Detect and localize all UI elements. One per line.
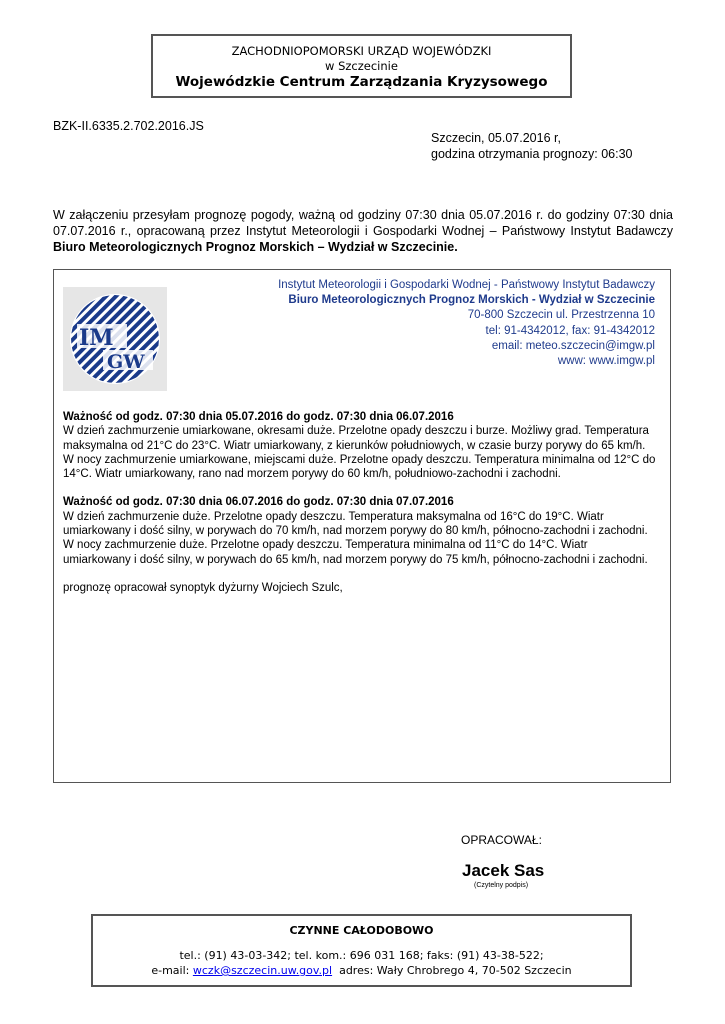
footer-email-link[interactable]: wczk@szczecin.uw.gov.pl bbox=[192, 964, 333, 977]
footer-title: CZYNNE CAŁODOBOWO bbox=[289, 924, 434, 937]
reference-number: BZK-II.6335.2.702.2016.JS bbox=[53, 119, 204, 133]
institute-name: Instytut Meteorologii i Gospodarki Wodnej - Państwowy Instytut Badawczy bbox=[278, 279, 655, 291]
period1-day: W dzień zachmurzenie umiarkowane, okresami duże. Przelotne opady deszczu i burze. Możliwy grad. Temperatura maksymalna od 21°C do 23°C. Wiatr umiarkowany, z kierunków południowych, w czasie burzy porywy do 65 km/h. bbox=[63, 425, 649, 452]
signature-note: (Czytelny podpis) bbox=[474, 882, 529, 889]
institute-office: Biuro Meteorologicznych Prognoz Morskich - Wydział w Szczecinie bbox=[288, 294, 655, 307]
institute-email: email: meteo.szczecin@imgw.pl bbox=[491, 339, 655, 352]
logo-text-gw: GW bbox=[107, 351, 145, 373]
date-line: Szczecin, 05.07.2016 r, bbox=[431, 131, 561, 145]
intro-bold: Biuro Meteorologicznych Prognoz Morskich – Wydział w Szczecinie. bbox=[53, 240, 458, 254]
period2-night: W nocy zachmurzenie duże. Przelotne opady deszczu. Temperatura minimalna od 11°C do 14°C. Wiatr umiarkowany i dość silny, w porywach do 65 km/h, nad morzem porywy do 75 km/h, północno-zachodni i zachodni. bbox=[63, 539, 648, 566]
receipt-time-line: godzina otrzymania prognozy: 06:30 bbox=[431, 147, 633, 161]
forecast-box bbox=[53, 269, 671, 783]
header-box bbox=[151, 34, 572, 98]
header-line-city: w Szczecinie bbox=[325, 59, 398, 73]
footer-phones: tel.: (91) 43-03-342; tel. kom.: 696 031 168; faks: (91) 43-38-522; bbox=[179, 949, 544, 962]
period1-night: W nocy zachmurzenie umiarkowane, miejscami duże. Przelotne opady deszczu. Temperatura minimalna od 12°C do 14°C. Wiatr umiarkowany, rano nad morzem porywy do 60 km/h, południowo-zachodni i zachodni. bbox=[63, 453, 656, 481]
header-line-office: ZACHODNIOPOMORSKI URZĄD WOJEWÓDZKI bbox=[231, 44, 492, 58]
period2-day: W dzień zachmurzenie duże. Przelotne opady deszczu. Temperatura maksymalna od 16°C do 19°C. Wiatr umiarkowany i dość silny, w porywach do 70 km/h, nad morzem porywy do 80 km/h, północno-zachodni i zachodni. bbox=[63, 510, 648, 538]
period2-title: Ważność od godz. 07:30 dnia 06.07.2016 do godz. 07:30 dnia 07.07.2016 bbox=[63, 496, 454, 509]
imgw-logo bbox=[63, 287, 167, 391]
footer-box bbox=[91, 914, 632, 987]
footer-address: adres: Wały Chrobrego 4, 70-502 Szczecin bbox=[332, 964, 572, 977]
signature-name: Jacek Sas bbox=[462, 861, 545, 880]
intro-text: W załączeniu przesyłam prognozę pogody, ważną od godziny 07:30 dnia 05.07.2016 r. do godziny 07:30 dnia 07.07.2016 r., opracowaną przez Instytut Meteorologii i Gospodarki Wodnej – Państwowy Instytut Badawczy bbox=[53, 208, 673, 238]
forecast-text bbox=[63, 410, 658, 595]
footer-email-label: e-mail: bbox=[151, 964, 193, 977]
footer-email-address bbox=[93, 964, 630, 977]
header-line-center: Wojewódzkie Centrum Zarządzania Kryzysowego bbox=[175, 74, 548, 90]
logo-text-im: IM bbox=[79, 325, 114, 351]
institute-phone: tel: 91-4342012, fax: 91-4342012 bbox=[485, 324, 655, 337]
forecast-author: prognozę opracował synoptyk dyżurny Wojciech Szulc, bbox=[63, 581, 343, 594]
intro-paragraph bbox=[53, 207, 673, 255]
prepared-by-label: OPRACOWAŁ: bbox=[461, 833, 542, 847]
institute-contact bbox=[278, 278, 655, 369]
period1-title: Ważność od godz. 07:30 dnia 05.07.2016 do godz. 07:30 dnia 06.07.2016 bbox=[63, 411, 454, 423]
institute-www: www: www.imgw.pl bbox=[557, 355, 655, 368]
imgw-logo-icon bbox=[63, 287, 167, 391]
institute-address: 70-800 Szczecin ul. Przestrzenna 10 bbox=[467, 309, 655, 322]
